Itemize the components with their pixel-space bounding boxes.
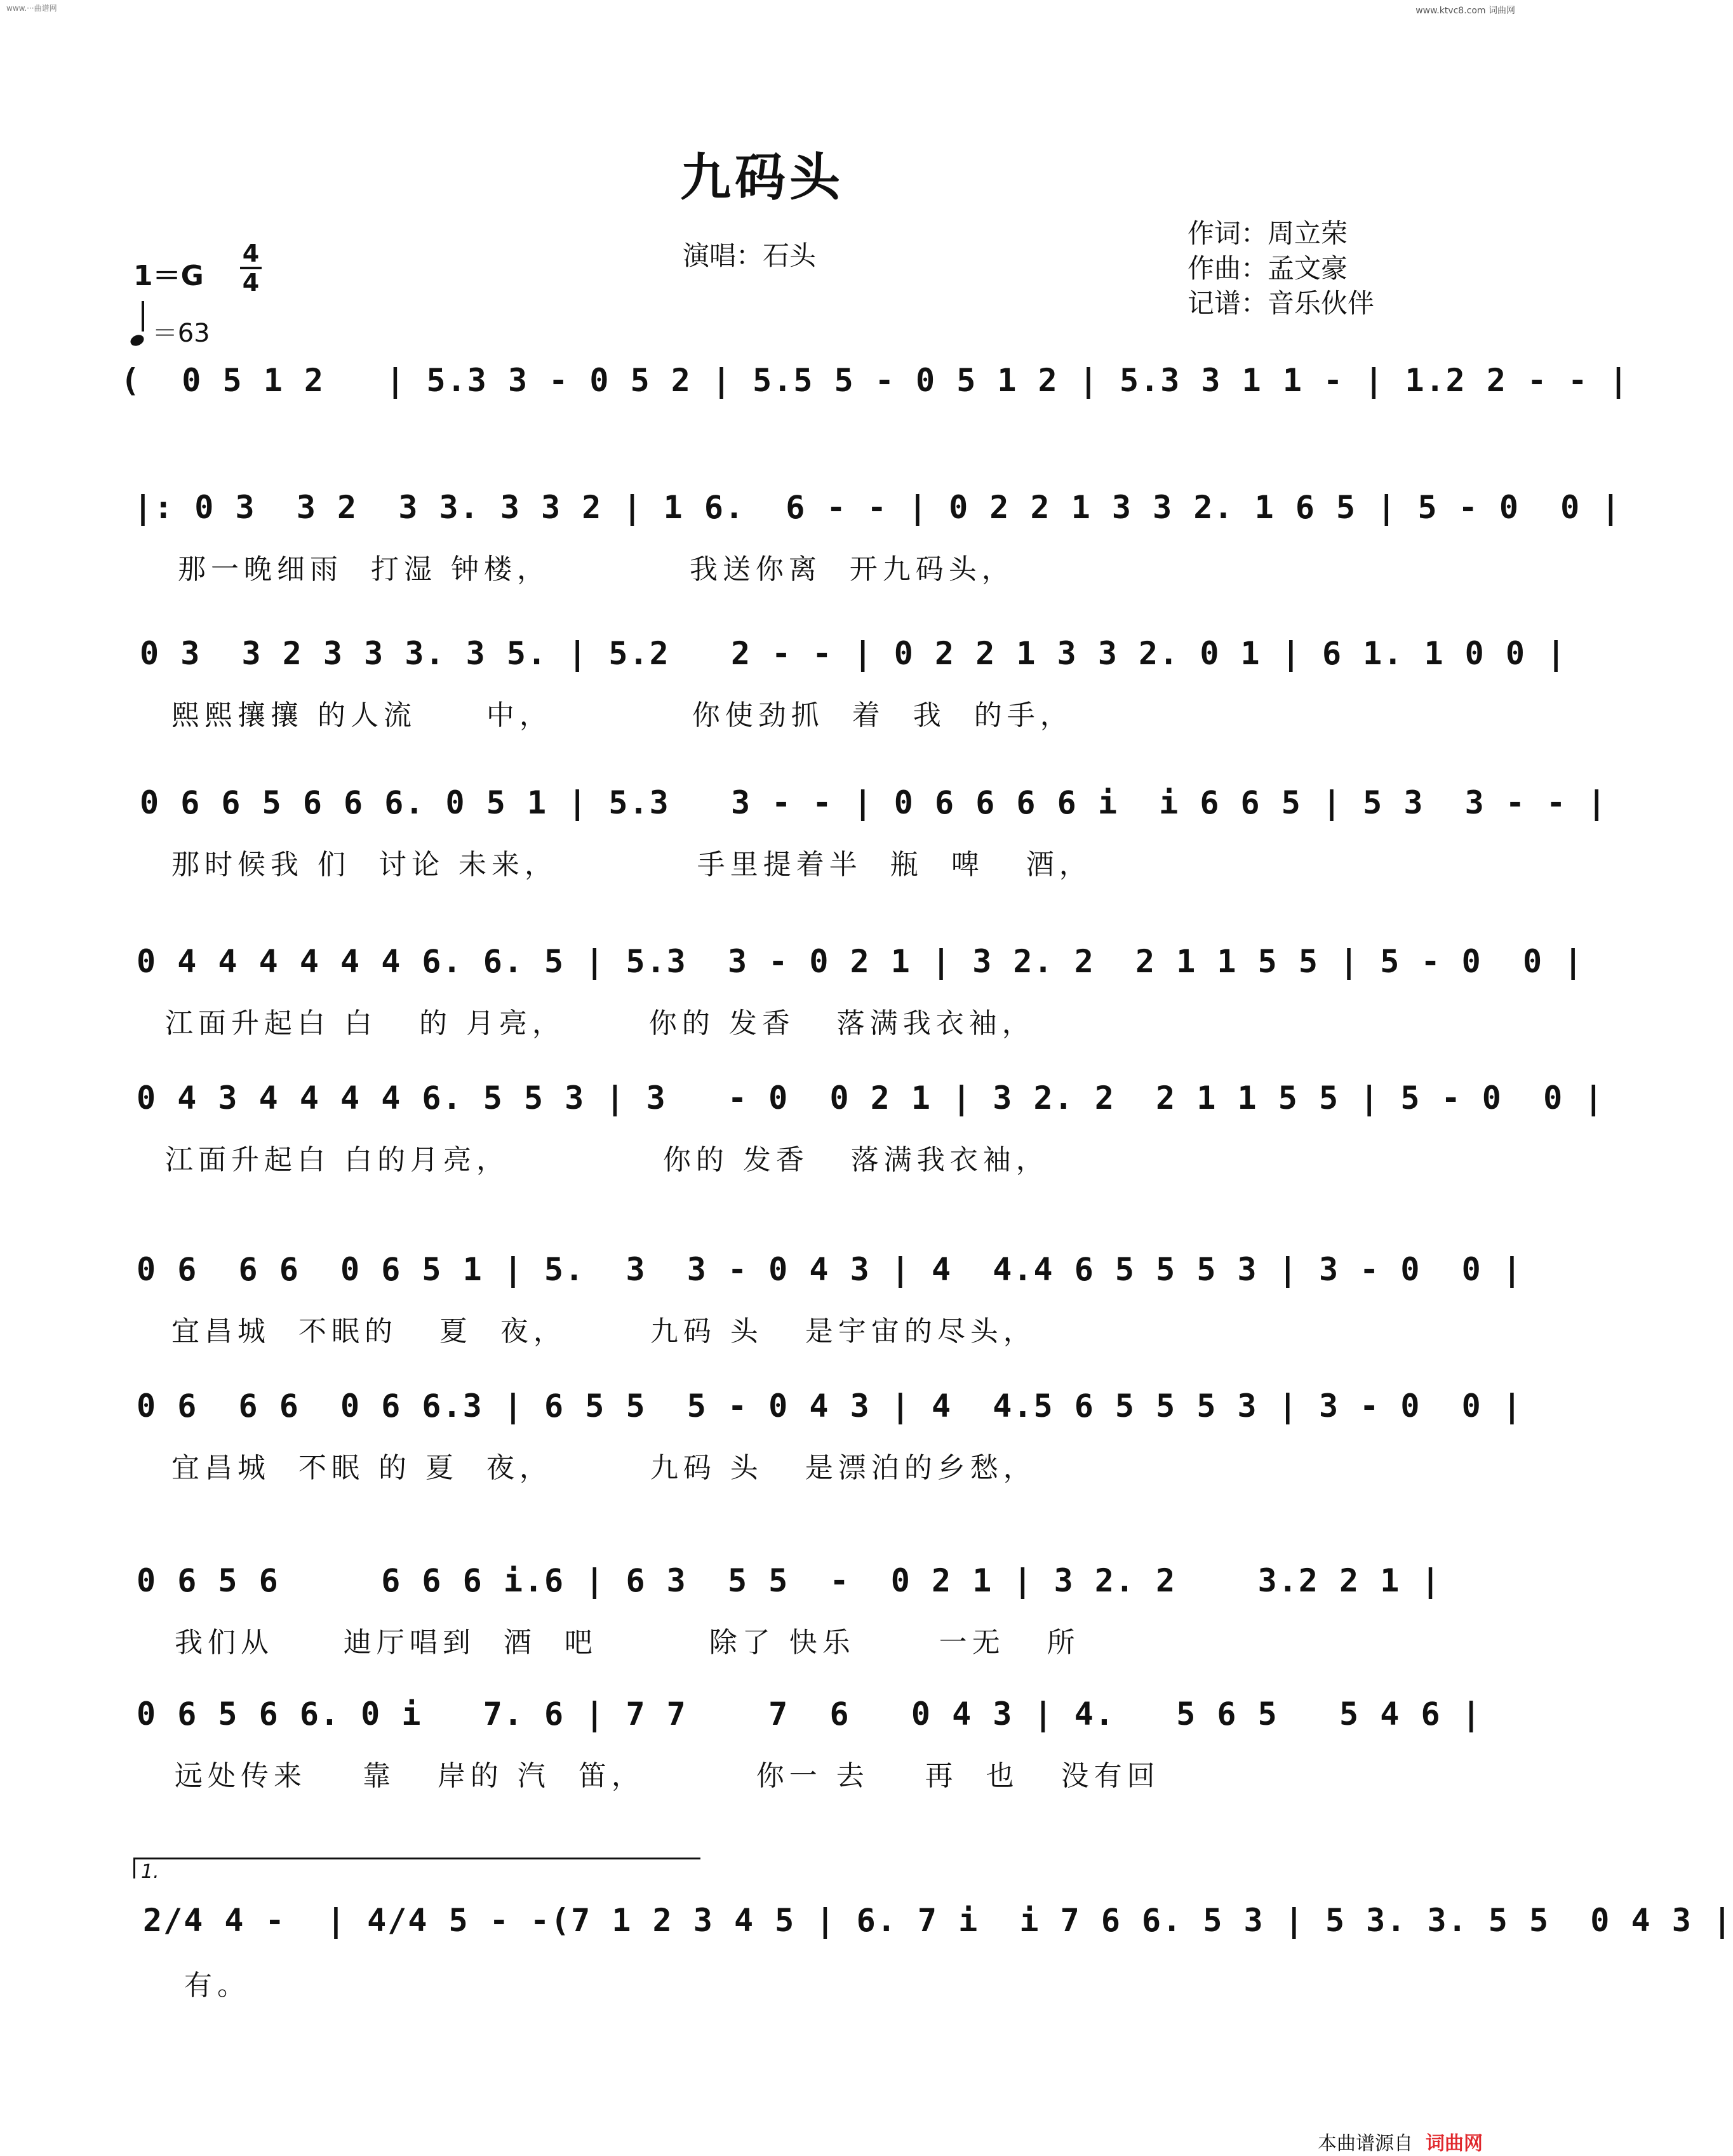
lyrics-line-5: 江面升起白 白 的 月亮， 你的 发香 落满我衣袖，	[165, 1007, 1035, 1040]
volta-bracket	[133, 1858, 700, 1878]
score-line-2: |: 0 3 3 2 3 3. 3 3 2 | 1 6. 6 - - | 0 2 2 1 3 3 2. 1 6 5 | 5 - 0 0 |	[133, 489, 1622, 526]
score-line-6: 0 4 3 4 4 4 4 6. 5 5 3 | 3 - 0 0 2 1 | 3 2. 2 2 1 1 5 5 | 5 - 0 0 |	[137, 1080, 1605, 1116]
tempo-marking	[130, 311, 210, 349]
score-line-10: 0 6 5 6 6. 0 i 7. 6 | 7 7 7 6 0 4 3 | 4. 5 6 5 5 4 6 |	[137, 1696, 1482, 1732]
quarter-note-icon	[130, 319, 144, 348]
footer-source-text: 本曲谱源自	[1318, 2133, 1413, 2155]
time-signature-top: 4	[242, 239, 260, 267]
lyrics-line-3: 熙熙攘攘 的人流 中， 你使劲抓 着 我 的手，	[171, 699, 1073, 732]
lyrics-line-6: 江面升起白 白的月亮， 你的 发香 落满我衣袖，	[165, 1144, 1049, 1176]
volta-label: 1.	[141, 1861, 159, 1883]
score-line-9: 0 6 5 6 6 6 6 i.6 | 6 3 5 5 - 0 2 1 | 3 2. 2 3.2 2 1 |	[137, 1562, 1442, 1599]
lyrics-line-9: 我们从 迪厅唱到 酒 吧 除了 快乐 一无 所	[175, 1626, 1080, 1659]
score-line-8: 0 6 6 6 0 6 6.3 | 6 5 5 5 - 0 4 3 | 4 4.5 6 5 5 5 3 | 3 - 0 0 |	[137, 1388, 1523, 1424]
time-signature	[235, 241, 267, 295]
footer-site-logo: 词曲网	[1426, 2133, 1483, 2155]
lyrics-line-10: 远处传来 靠 岸的 汽 笛， 你一 去 再 也 没有回	[175, 1760, 1160, 1792]
lyrics-line-7: 宜昌城 不眠的 夏 夜， 九码 头 是宇宙的尽头，	[171, 1315, 1036, 1348]
score-line-4: 0 6 6 5 6 6 6. 0 5 1 | 5.3 3 - - | 0 6 6 6 6 i i 6 6 5 | 5 3 3 - - |	[140, 784, 1608, 821]
key-signature: 1＝G	[133, 260, 204, 292]
score-line-7: 0 6 6 6 0 6 5 1 | 5. 3 3 - 0 4 3 | 4 4.4 6 5 5 5 3 | 3 - 0 0 |	[137, 1251, 1523, 1288]
tempo-value: ＝63	[152, 319, 210, 348]
page-title: 九码头	[680, 147, 844, 207]
lyrics-line-2: 那一晚细雨 打湿 钟楼， 我送你离 开九码头，	[178, 553, 1015, 586]
lyrics-line-8: 宜昌城 不眠 的 夏 夜， 九码 头 是漂泊的乡愁，	[171, 1452, 1036, 1484]
score-line-5: 0 4 4 4 4 4 4 6. 6. 5 | 5.3 3 - 0 2 1 | 3 2. 2 2 1 1 5 5 | 5 - 0 0 |	[137, 943, 1584, 980]
corner-watermark: www.···曲谱网	[6, 4, 57, 13]
score-line-11: 2/4 4 - | 4/4 5 - -(7 1 2 3 4 5 | 6. 7 i i 7 6 6. 5 3 | 5 3. 3. 5 5 0 4 3 |	[143, 1902, 1733, 1939]
transcriber-credit: 记谱：音乐伙伴	[1188, 288, 1375, 319]
time-signature-bottom: 4	[242, 269, 260, 297]
lyricist-credit: 作词：周立荣	[1188, 218, 1348, 249]
lyrics-line-11: 有。	[184, 1969, 250, 2002]
score-line-3: 0 3 3 2 3 3 3. 3 5. | 5.2 2 - - | 0 2 2 1 3 3 2. 0 1 | 6 1. 1 0 0 |	[140, 635, 1567, 672]
score-line-1: ( 0 5 1 2 | 5.3 3 - 0 5 2 | 5.5 5 - 0 5 1 2 | 5.3 3 1 1 - | 1.2 2 - - |	[121, 362, 1629, 399]
site-url: www.ktvc8.com 词曲网	[1415, 6, 1515, 16]
singer-credit: 演唱：石头	[683, 240, 817, 271]
lyrics-line-4: 那时候我 们 讨论 未来， 手里提着半 瓶 啤 酒，	[171, 848, 1092, 881]
composer-credit: 作曲：孟文豪	[1188, 253, 1348, 284]
